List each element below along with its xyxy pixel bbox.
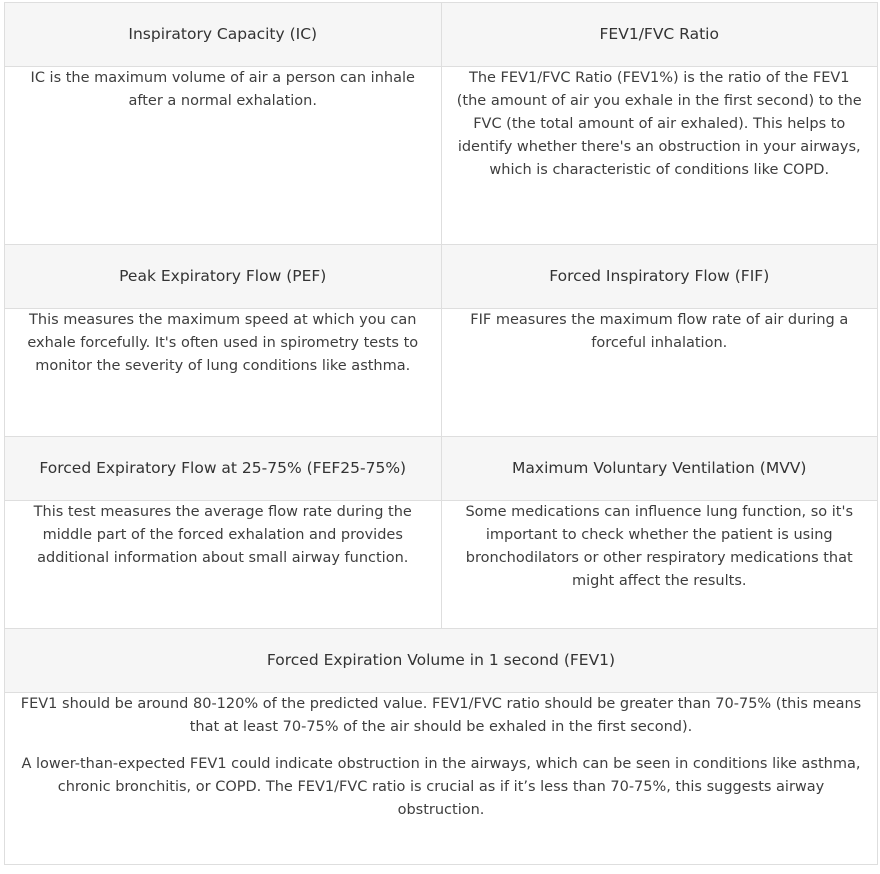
header-fev1-fvc-ratio: FEV1/FVC Ratio <box>441 3 878 67</box>
body-fef25-75: This test measures the average flow rate during the middle part of the forced exhalation and provides additional information about small airway function. <box>5 501 442 629</box>
table-body-row <box>5 67 878 245</box>
table-body-row <box>5 693 878 865</box>
header-forced-inspiratory-flow: Forced Inspiratory Flow (FIF) <box>441 245 878 309</box>
header-peak-expiratory-flow: Peak Expiratory Flow (PEF) <box>5 245 442 309</box>
fev1-paragraph-1: FEV1 should be around 80-120% of the predicted value. FEV1/FVC ratio should be greater than 70-75% (this means that at least 70-75% of the air should be exhaled in the first second). <box>20 696 862 735</box>
table-header-row <box>5 629 878 693</box>
fev1-paragraph-2: A lower-than-expected FEV1 could indicate obstruction in the airways, which can be seen in conditions like asthma, chronic bronchitis, or COPD. The FEV1/FVC ratio is crucial as if it’s less than 70-75%, this suggests airway obstruction. <box>21 756 861 818</box>
body-fev1-fvc-ratio: The FEV1/FVC Ratio (FEV1%) is the ratio of the FEV1 (the amount of air you exhale in the first second) to the FVC (the total amount of air exhaled). This helps to identify whether there's an obstruction in your airways, which is characteristic of conditions like COPD. <box>441 67 878 245</box>
body-inspiratory-capacity: IC is the maximum volume of air a person can inhale after a normal exhalation. <box>5 67 442 245</box>
table-body-row <box>5 501 878 629</box>
table-header-row <box>5 245 878 309</box>
header-fev1: Forced Expiration Volume in 1 second (FEV1) <box>5 629 878 693</box>
table-body-row <box>5 309 878 437</box>
body-forced-inspiratory-flow: FIF measures the maximum flow rate of air during a forceful inhalation. <box>441 309 878 437</box>
table-header-row <box>5 437 878 501</box>
spirometry-table-container <box>4 2 878 868</box>
header-mvv: Maximum Voluntary Ventilation (MVV) <box>441 437 878 501</box>
body-mvv: Some medications can influence lung function, so it's important to check whether the patient is using bronchodilators or other respiratory medications that might affect the results. <box>441 501 878 629</box>
spirometry-measures-table <box>4 2 878 865</box>
table-header-row <box>5 3 878 67</box>
body-peak-expiratory-flow: This measures the maximum speed at which you can exhale forcefully. It's often used in spirometry tests to monitor the severity of lung conditions like asthma. <box>5 309 442 437</box>
header-inspiratory-capacity: Inspiratory Capacity (IC) <box>5 3 442 67</box>
header-fef25-75: Forced Expiratory Flow at 25-75% (FEF25-75%) <box>5 437 442 501</box>
body-fev1 <box>5 693 878 865</box>
